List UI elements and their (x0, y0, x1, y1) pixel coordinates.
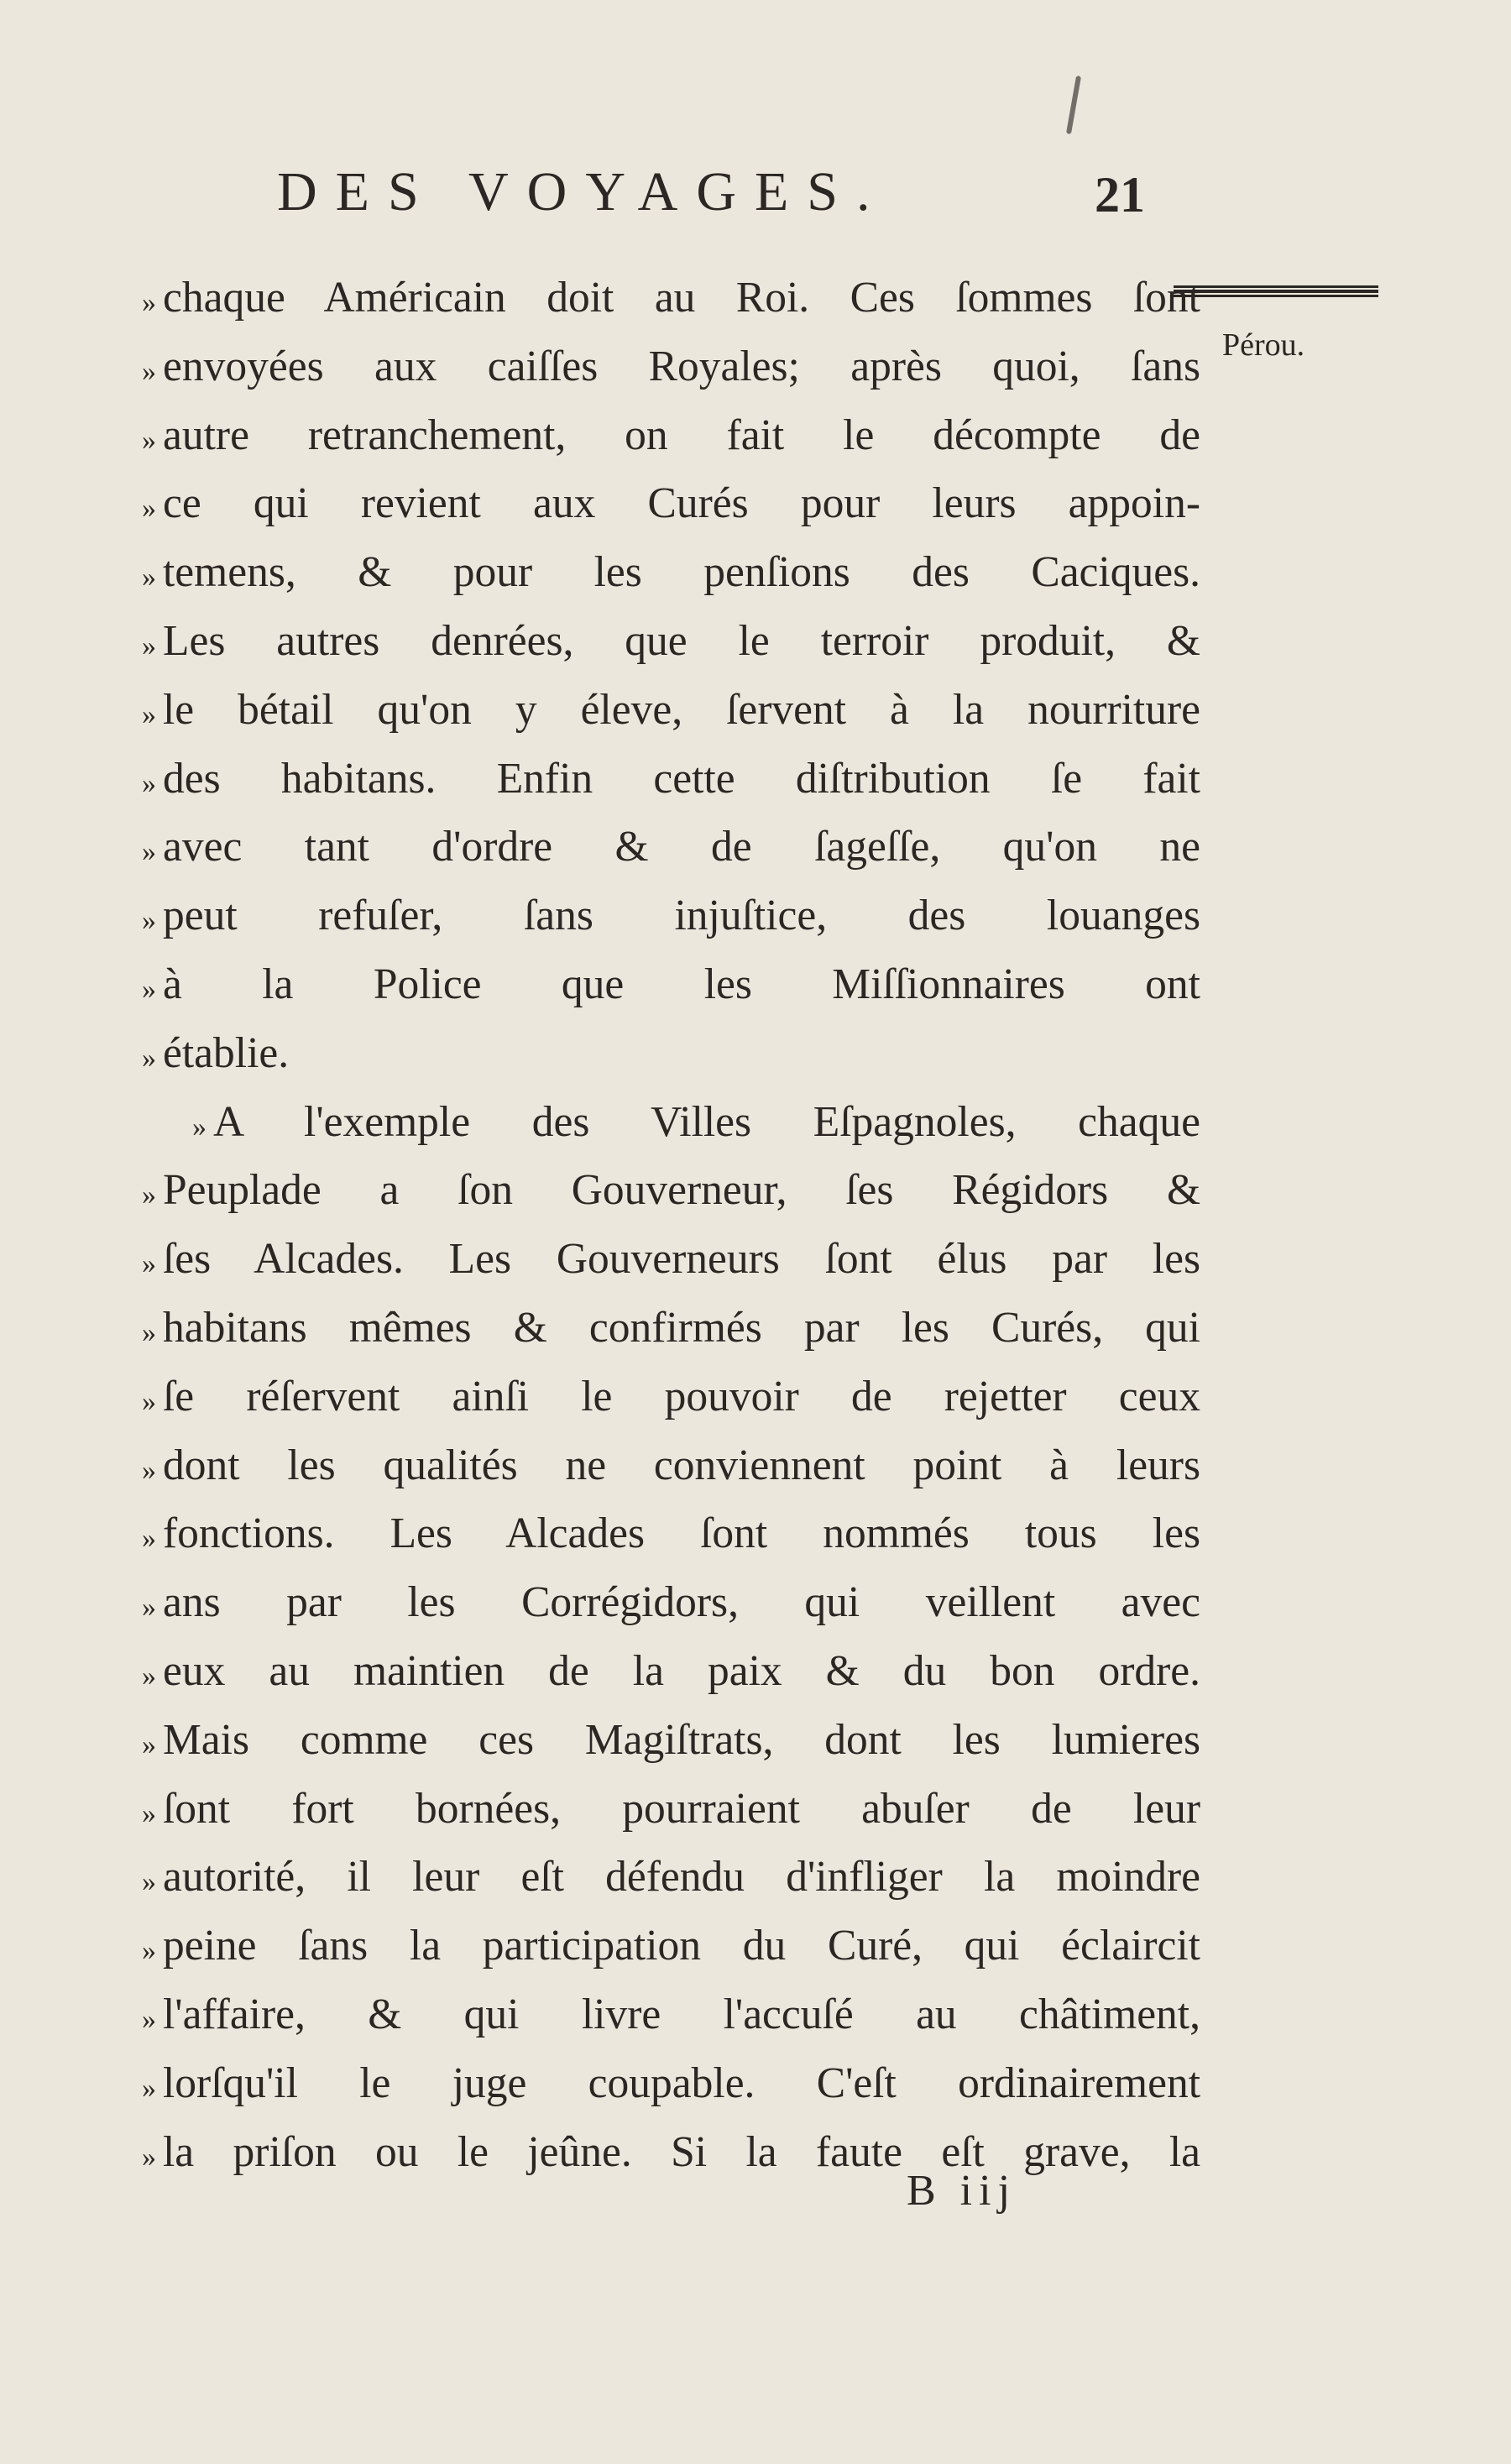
text-line (118, 1568, 1200, 1637)
line-text: ce qui revient aux Curés pour leurs appoin- (163, 479, 1200, 528)
text-line (118, 1156, 1200, 1225)
line-text: Mais comme ces Magiſtrats, dont les lumieres (163, 1715, 1200, 1764)
text-line (118, 332, 1200, 401)
text-line (118, 1363, 1200, 1431)
text-line (118, 950, 1200, 1019)
line-text: des habitans. Enfin cette diſtribution ſe fait (163, 754, 1200, 803)
quote-mark: » (142, 767, 156, 799)
quote-mark: » (142, 493, 156, 525)
quote-mark: » (142, 1866, 156, 1898)
text-line (118, 1294, 1200, 1363)
text-line (118, 1706, 1200, 1775)
quote-mark: » (142, 1248, 156, 1280)
line-text: autre retranchement, on fait le décompte de (163, 411, 1200, 459)
quote-mark: » (142, 1797, 156, 1829)
quote-mark: » (142, 1523, 156, 1555)
quote-mark: » (142, 424, 156, 456)
quote-mark: » (142, 287, 156, 318)
line-text: établie. (163, 1028, 290, 1077)
text-line (118, 1225, 1200, 1294)
quote-mark: » (142, 2141, 156, 2173)
text-line (118, 1431, 1200, 1500)
line-text: le bétail qu'on y éleve, ſervent à la nourriture (163, 685, 1200, 734)
quote-mark: » (142, 1660, 156, 1692)
body-text (118, 264, 1200, 2186)
quote-mark: » (142, 836, 156, 868)
line-text: ſes Alcades. Les Gouverneurs ſont élus par les (163, 1235, 1200, 1284)
text-line (118, 881, 1200, 950)
line-text: ſe réſervent ainſi le pouvoir de rejetter ceux (163, 1372, 1200, 1420)
line-text: peut refuſer, ſans injuſtice, des louanges (163, 892, 1200, 940)
text-line (118, 1637, 1200, 1706)
line-text: Peuplade a ſon Gouverneur, ſes Régidors & (163, 1166, 1200, 1215)
line-text: dont les qualités ne conviennent point à leurs (163, 1441, 1200, 1489)
line-text: avec tant d'ordre & de ſageſſe, qu'on ne (163, 823, 1200, 871)
running-head: DES VOYAGES. (277, 161, 889, 222)
text-line (118, 1088, 1200, 1157)
line-text: eux au maintien de la paix & du bon ordre. (163, 1646, 1200, 1695)
text-line (118, 1912, 1200, 1980)
quote-mark: » (142, 1385, 156, 1417)
quote-mark: » (142, 905, 156, 937)
quote-mark: » (142, 355, 156, 387)
line-text: envoyées aux caiſſes Royales; après quoi, ſans (163, 342, 1200, 390)
text-line (118, 1980, 1200, 2049)
text-line (118, 813, 1200, 881)
line-text: lorſqu'il le juge coupable. C'eſt ordinairement (163, 2059, 1200, 2107)
line-text: habitans mêmes & confirmés par les Curés, qui (163, 1303, 1200, 1352)
signature-mark: B iij (907, 2167, 1017, 2215)
line-text: peine ſans la participation du Curé, qui éclaircit (163, 1922, 1200, 1970)
margin-note: Pérou. (1222, 327, 1305, 363)
quote-mark: » (142, 1592, 156, 1624)
quote-mark: » (142, 1729, 156, 1760)
text-line (118, 469, 1200, 538)
text-line (118, 1499, 1200, 1568)
text-line (118, 2049, 1200, 2118)
quote-mark: » (192, 1111, 207, 1143)
line-text: A l'exemple des Villes Eſpagnoles, chaque (213, 1097, 1200, 1146)
quote-mark: » (142, 1180, 156, 1211)
quote-mark: » (142, 2003, 156, 2035)
line-text: l'affaire, & qui livre l'accuſé au châtiment, (163, 1990, 1200, 2038)
quote-mark: » (142, 630, 156, 662)
line-text: autorité, il leur eſt défendu d'infliger la moindre (163, 1853, 1200, 1902)
line-text: la priſon ou le jeûne. Si la faute eſt grave, la (163, 2127, 1200, 2176)
quote-mark: » (142, 1042, 156, 1074)
text-line (118, 745, 1200, 813)
line-text: Les autres denrées, que le terroir produit, & (163, 616, 1200, 665)
line-text: ſont fort bornées, pourraient abuſer de leur (163, 1784, 1200, 1833)
text-line (118, 264, 1200, 332)
ink-mark (1066, 76, 1081, 134)
text-line (118, 1019, 1200, 1088)
text-line (118, 538, 1200, 607)
quote-mark: » (142, 562, 156, 594)
line-text: ans par les Corrégidors, qui veillent avec (163, 1578, 1200, 1627)
text-line (118, 607, 1200, 676)
text-line (118, 1775, 1200, 1844)
line-text: à la Police que les Miſſionnaires ont (163, 960, 1200, 1008)
text-line (118, 2118, 1200, 2187)
quote-mark: » (142, 1316, 156, 1348)
text-line (118, 401, 1200, 470)
text-line (118, 1843, 1200, 1912)
page-number: 21 (1095, 167, 1145, 222)
line-text: chaque Américain doit au Roi. Ces ſommes ſont (163, 274, 1200, 322)
line-text: temens, & pour les penſions des Caciques. (163, 548, 1200, 597)
margin-rule (1174, 285, 1378, 297)
quote-mark: » (142, 2072, 156, 2104)
quote-mark: » (142, 973, 156, 1005)
quote-mark: » (142, 698, 156, 730)
line-text: fonctions. Les Alcades ſont nommés tous les (163, 1509, 1200, 1558)
quote-mark: » (142, 1454, 156, 1486)
quote-mark: » (142, 1935, 156, 1967)
text-line (118, 676, 1200, 745)
